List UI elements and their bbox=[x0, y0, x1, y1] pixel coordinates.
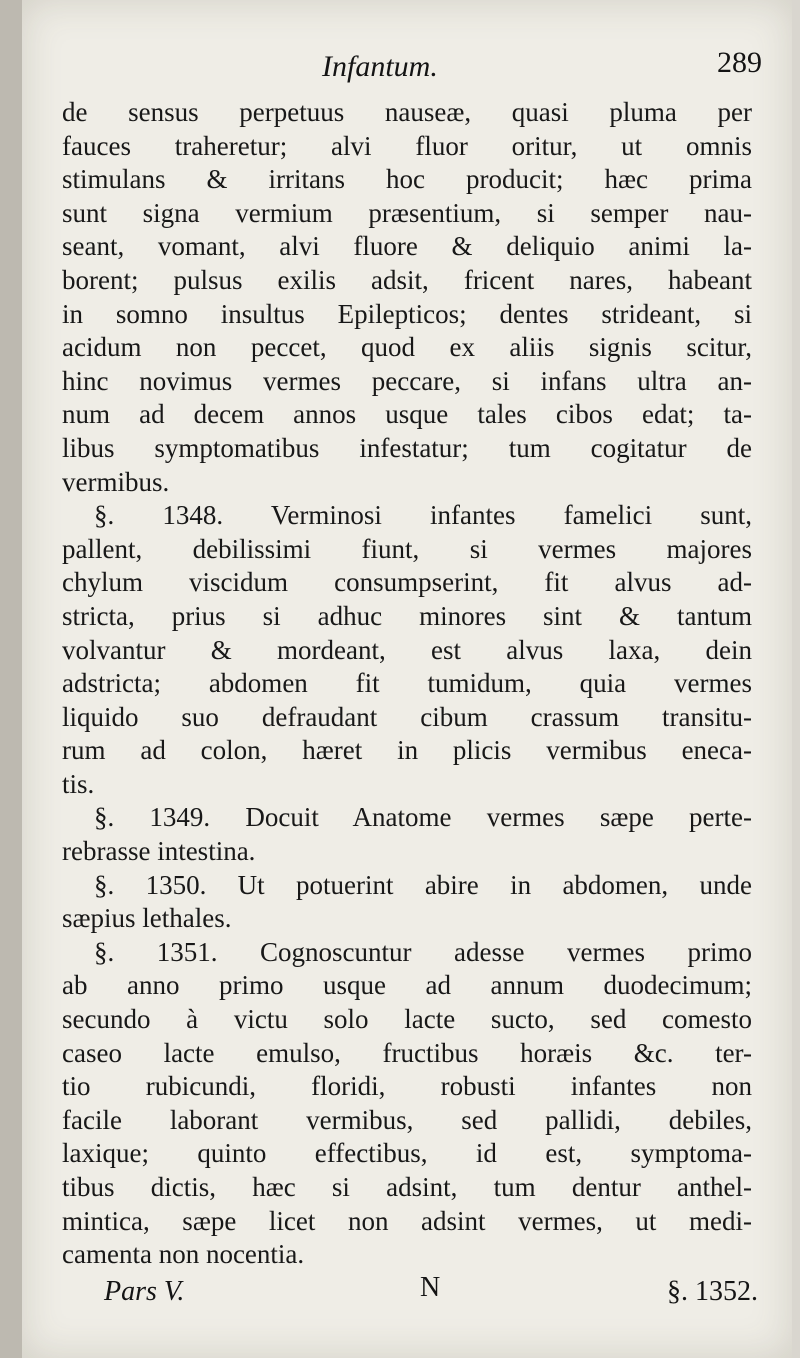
text-line: seant, vomant, alvi fluore & deliquio animi la- bbox=[62, 231, 752, 262]
text-line: liquido suo defraudant cibum crassum transitu- bbox=[62, 701, 752, 732]
text-line: rum ad colon, hæret in plicis vermibus eneca- bbox=[62, 735, 752, 766]
text-line: chylum viscidum consumpserint, fit alvus ad- bbox=[62, 567, 752, 598]
text-line: §. 1350. Ut potuerint abire in abdomen, unde bbox=[94, 869, 752, 900]
text-line: sæpius lethales. bbox=[62, 903, 232, 934]
text-line: tis. bbox=[62, 768, 95, 799]
text-line: stimulans & irritans hoc producit; hæc prima bbox=[62, 164, 752, 195]
text-line: libus symptomatibus infestatur; tum cogitatur de bbox=[62, 432, 752, 463]
paragraph bbox=[62, 801, 752, 868]
text-line: secundo à victu solo lacte sucto, sed comesto bbox=[62, 1004, 752, 1035]
text-line: adstricta; abdomen fit tumidum, quia vermes bbox=[62, 668, 752, 699]
page-number: 289 bbox=[717, 46, 762, 79]
text-line: de sensus perpetuus nauseæ, quasi pluma per bbox=[62, 97, 752, 127]
signature-letter: N bbox=[420, 1272, 441, 1303]
catchword: §. 1352. bbox=[667, 1276, 758, 1307]
text-line: §. 1349. Docuit Anatome vermes sæpe perte- bbox=[94, 802, 752, 833]
text-line: sunt signa vermium præsentium, si semper nau- bbox=[62, 197, 752, 228]
text-line: rebrasse intestina. bbox=[62, 836, 256, 867]
text-line: pallent, debilissimi fiunt, si vermes majores bbox=[62, 533, 752, 564]
signature-mark: Pars V. bbox=[104, 1276, 185, 1307]
text-line: num ad decem annos usque tales cibos edat; ta- bbox=[62, 399, 752, 430]
page-gutter bbox=[0, 0, 22, 1358]
text-line: borent; pulsus exilis adsit, fricent nares, habeant bbox=[62, 264, 752, 295]
text-line: tio rubicundi, floridi, robusti infantes non bbox=[62, 1071, 752, 1102]
page-footer bbox=[22, 1270, 792, 1314]
paragraph bbox=[62, 936, 752, 1272]
text-line: stricta, prius si adhuc minores sint & tantum bbox=[62, 600, 752, 631]
text-line: volvantur & mordeant, est alvus laxa, dein bbox=[62, 634, 752, 665]
text-line: camenta non nocentia. bbox=[62, 1239, 305, 1270]
paragraph bbox=[62, 869, 752, 936]
text-line: tibus dictis, hæc si adsint, tum dentur anthel- bbox=[62, 1172, 752, 1202]
paragraph bbox=[62, 499, 752, 801]
book-page bbox=[22, 0, 792, 1358]
page-header bbox=[22, 46, 792, 90]
paragraph bbox=[62, 96, 752, 499]
text-line: fauces traheretur; alvi fluor oritur, ut omnis bbox=[62, 130, 752, 161]
text-line: ab anno primo usque ad annum duodecimum; bbox=[62, 970, 752, 1001]
running-title: Infantum. bbox=[322, 50, 438, 83]
text-line: hinc novimus vermes peccare, si infans ultra an- bbox=[62, 365, 752, 396]
text-line: caseo lacte emulso, fructibus horæis &c. ter- bbox=[62, 1037, 752, 1068]
body-text bbox=[62, 96, 752, 1272]
text-line: mintica, sæpe licet non adsint vermes, ut medi- bbox=[62, 1205, 752, 1236]
text-line: vermibus. bbox=[62, 466, 170, 497]
text-line: facile laborant vermibus, sed pallidi, debiles, bbox=[62, 1104, 752, 1135]
text-line: acidum non peccet, quod ex aliis signis scitur, bbox=[62, 332, 752, 363]
text-line: §. 1348. Verminosi infantes famelici sunt, bbox=[94, 500, 752, 531]
text-line: in somno insultus Epilepticos; dentes strideant, si bbox=[62, 298, 752, 329]
text-line: laxique; quinto effectibus, id est, symptoma- bbox=[62, 1138, 752, 1169]
text-line: §. 1351. Cognoscuntur adesse vermes primo bbox=[94, 936, 752, 967]
